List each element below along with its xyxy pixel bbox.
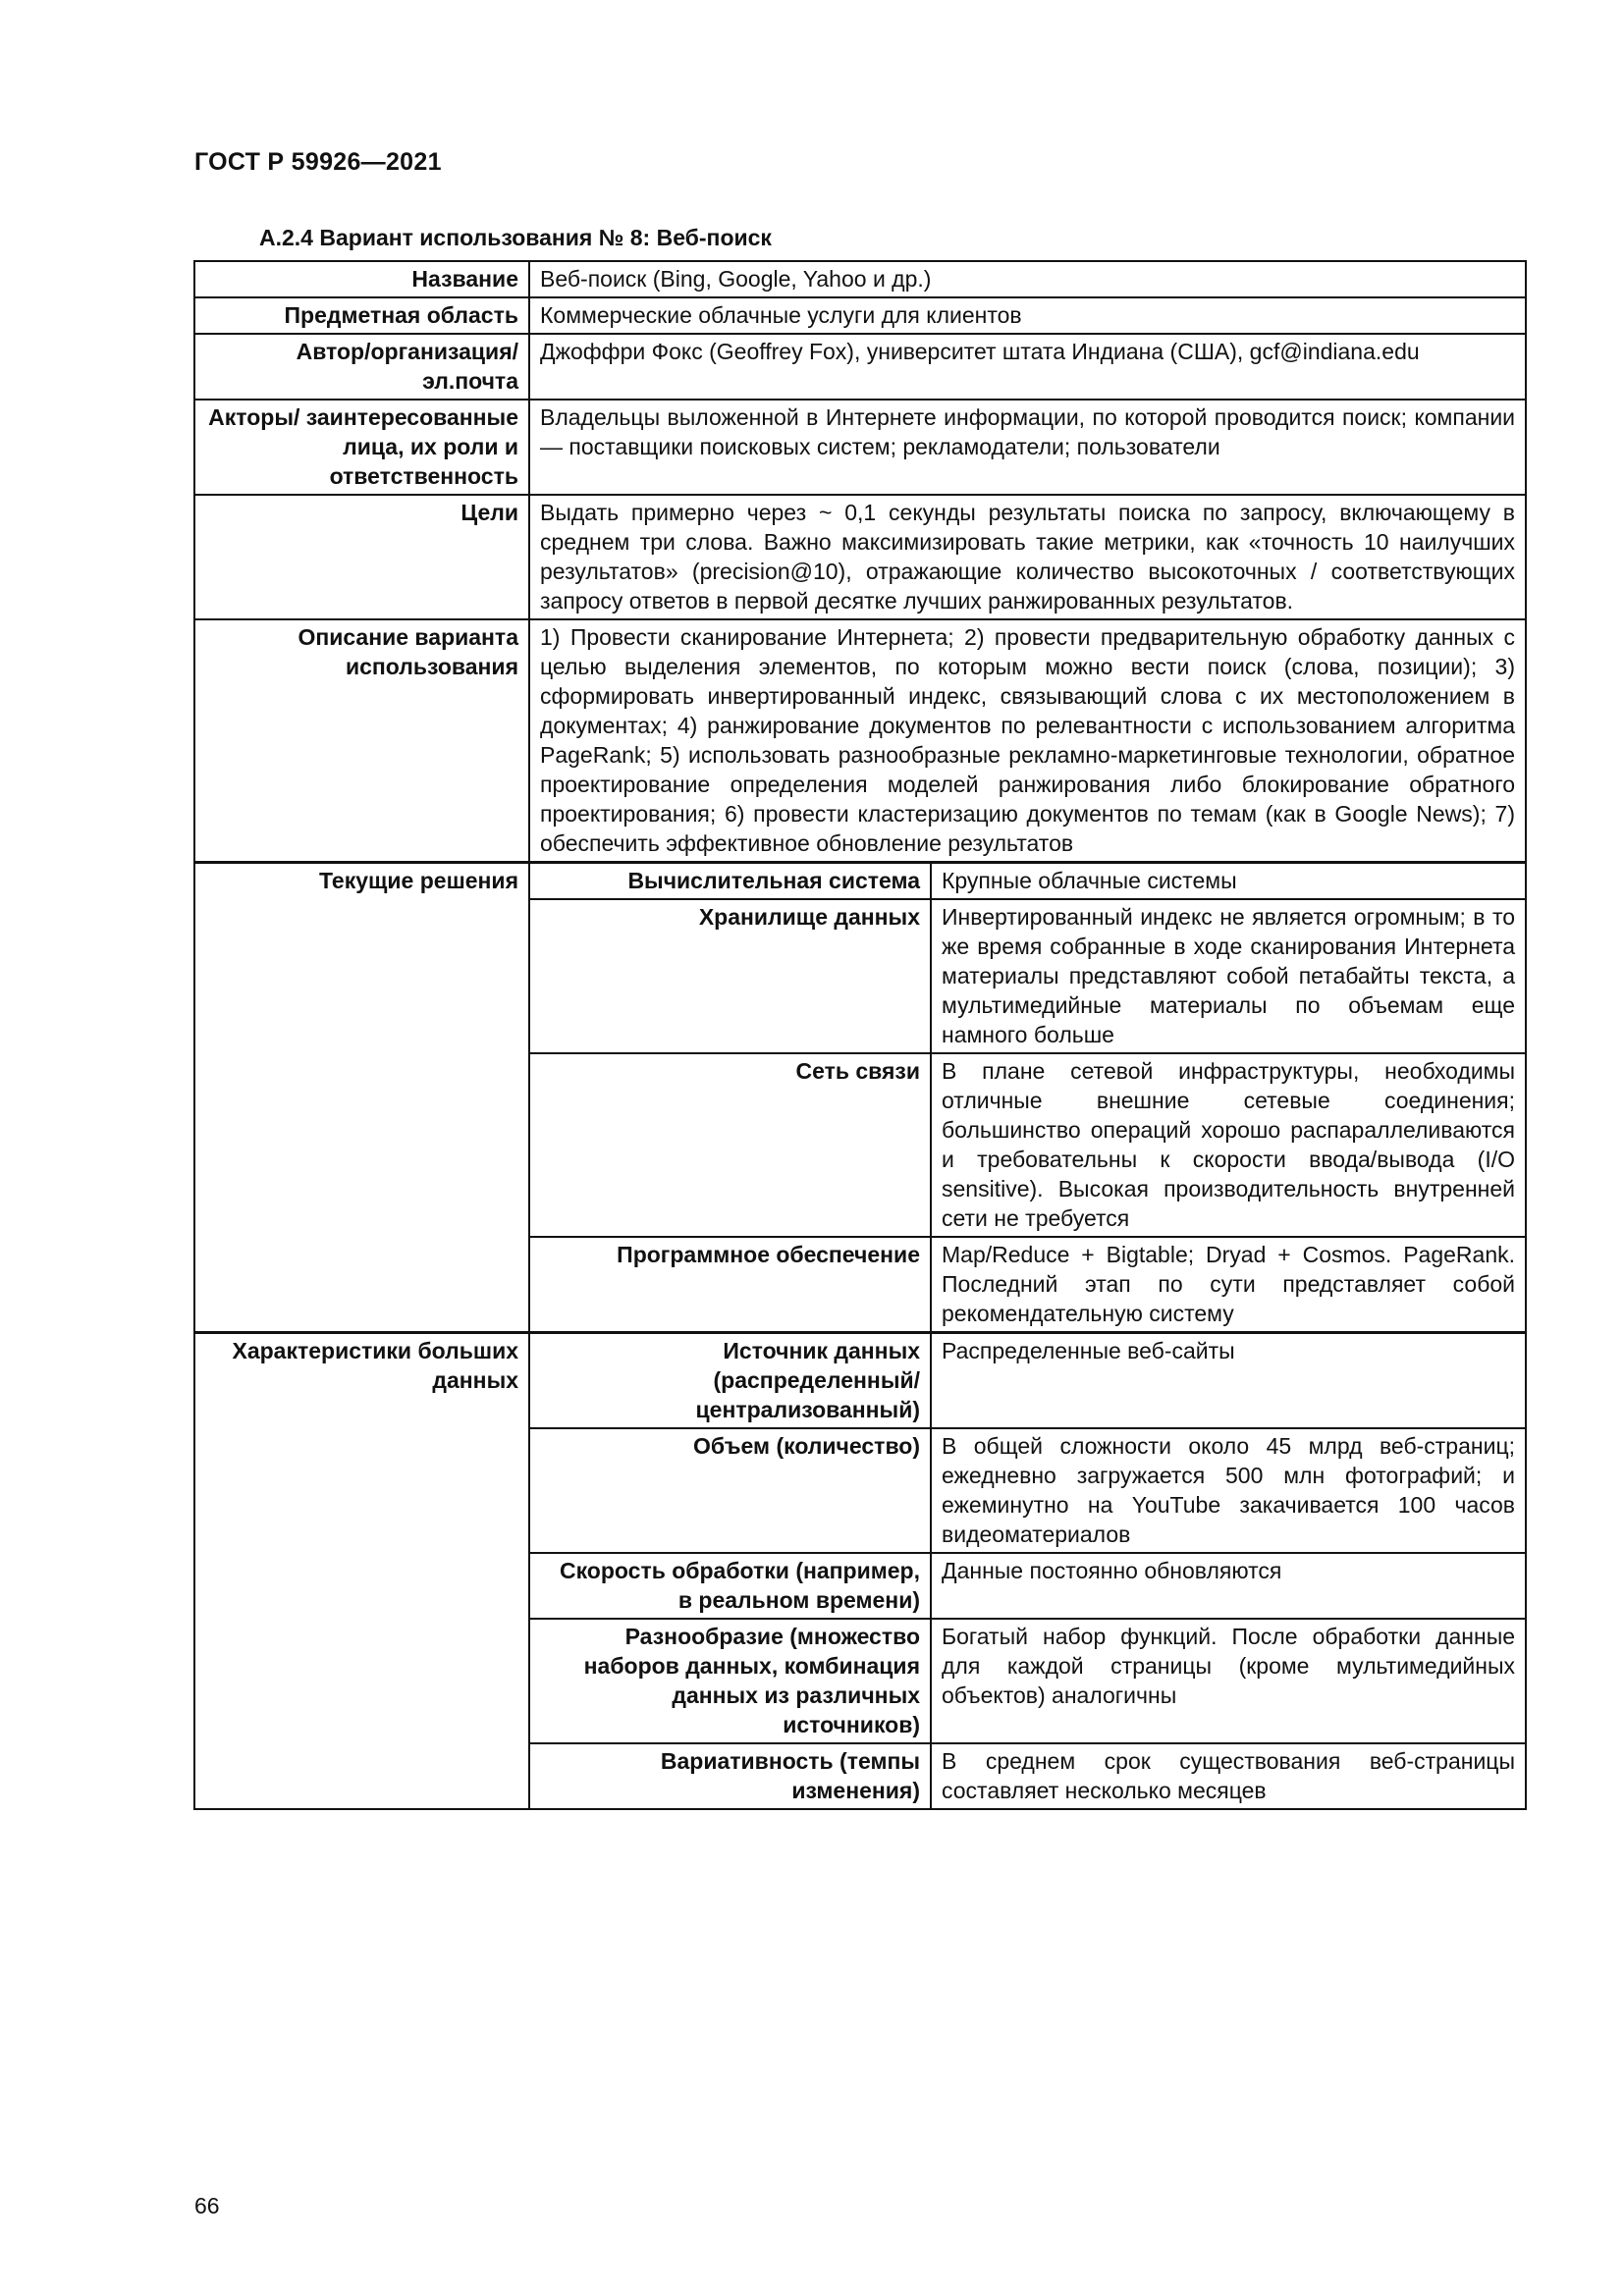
sub-label: Хранилище данных — [529, 899, 931, 1053]
sub-value: В плане сетевой инфраструктуры, необходимы отличные внешние сетевые соединения; большинство операций хорошо распараллеливаются и требовательны к скорости ввода/вывода (I/O sensitive). Высокая производительность внутренней сети не требуется — [931, 1053, 1526, 1237]
use-case-table — [193, 260, 1527, 1810]
sub-label: Программное обеспечение — [529, 1237, 931, 1333]
sub-label: Сеть связи — [529, 1053, 931, 1237]
table-row — [194, 619, 1526, 863]
row-value-author: Джоффри Фокс (Geoffrey Fox), университет штата Индиана (США), gcf@indiana.edu — [529, 334, 1526, 400]
sub-value: В среднем срок существования веб-страницы составляет несколько месяцев — [931, 1743, 1526, 1809]
sub-value: Богатый набор функций. После обработки данные для каждой страницы (кроме мультимедийных объектов) аналогичны — [931, 1619, 1526, 1743]
table-row — [194, 863, 1526, 900]
table-row — [194, 334, 1526, 400]
table-row — [194, 1333, 1526, 1429]
table-row — [194, 297, 1526, 334]
sub-value: Данные постоянно обновляются — [931, 1553, 1526, 1619]
sub-label: Объем (количество) — [529, 1428, 931, 1553]
group-label-current-solutions: Текущие решения — [194, 863, 529, 1333]
row-label-goals: Цели — [194, 495, 529, 619]
sub-value: Распределенные веб-сайты — [931, 1333, 1526, 1429]
page-number: 66 — [194, 2193, 220, 2218]
row-value-name: Веб-поиск (Bing, Google, Yahoo и др.) — [529, 261, 1526, 297]
row-label-domain: Предметная область — [194, 297, 529, 334]
sub-label: Разнообразие (множество наборов данных, комбинация данных из различных источников) — [529, 1619, 931, 1743]
row-label-name: Название — [194, 261, 529, 297]
sub-value: Map/Reduce + Bigtable; Dryad + Cosmos. PageRank. Последний этап по сути представляет собой рекомендательную систему — [931, 1237, 1526, 1333]
row-label-actors: Акторы/ заинтересованные лица, их роли и ответственность — [194, 400, 529, 495]
section-title: А.2.4 Вариант использования № 8: Веб-поиск — [259, 225, 772, 250]
sub-label: Источник данных (распределенный/ централизованный) — [529, 1333, 931, 1429]
sub-value: Крупные облачные системы — [931, 863, 1526, 900]
sub-label: Вычислительная система — [529, 863, 931, 900]
row-value-goals: Выдать примерно через ~ 0,1 секунды результаты поиска по запросу, включающему в среднем три слова. Важно максимизировать такие метрики, как «точность 10 наилучших результатов» (precision@10), отражающие количество высокоточных / соответствующих запросу ответов в первой десятке лучших ранжированных результатов. — [529, 495, 1526, 619]
table-row — [194, 261, 1526, 297]
document-header: ГОСТ Р 59926—2021 — [194, 148, 442, 176]
row-value-domain: Коммерческие облачные услуги для клиентов — [529, 297, 1526, 334]
row-label-description: Описание варианта использования — [194, 619, 529, 863]
sub-label: Скорость обработки (например, в реальном времени) — [529, 1553, 931, 1619]
sub-label: Вариативность (темпы изменения) — [529, 1743, 931, 1809]
sub-value: В общей сложности около 45 млрд веб-страниц; ежедневно загружается 500 млн фотографий; и ежеминутно на YouTube закачивается 100 часов видеоматериалов — [931, 1428, 1526, 1553]
group-label-big-data: Характеристики больших данных — [194, 1333, 529, 1810]
row-label-author: Автор/организация/ эл.почта — [194, 334, 529, 400]
table-row — [194, 400, 1526, 495]
sub-value: Инвертированный индекс не является огромным; в то же время собранные в ходе сканирования Интернета материалы представляют собой петабайты текста, а мультимедийные материалы по объемам еще намного больше — [931, 899, 1526, 1053]
table-row — [194, 495, 1526, 619]
row-value-actors: Владельцы выложенной в Интернете информации, по которой проводится поиск; компании — поставщики поисковых систем; рекламодатели; пользователи — [529, 400, 1526, 495]
row-value-description: 1) Провести сканирование Интернета; 2) провести предварительную обработку данных с целью выделения элементов, по которым можно вести поиск (слова, позиции); 3) сформировать инвертированный индекс, связывающий слова с их местоположением в документах; 4) ранжирование документов по релевантности с использованием алгоритма PageRank; 5) использовать разнообразные рекламно-маркетинговые технологии, обратное проектирование определения моделей ранжирования либо блокирование обратного проектирования; 6) провести кластеризацию документов по темам (как в Google News); 7) обеспечить эффективное обновление результатов — [529, 619, 1526, 863]
